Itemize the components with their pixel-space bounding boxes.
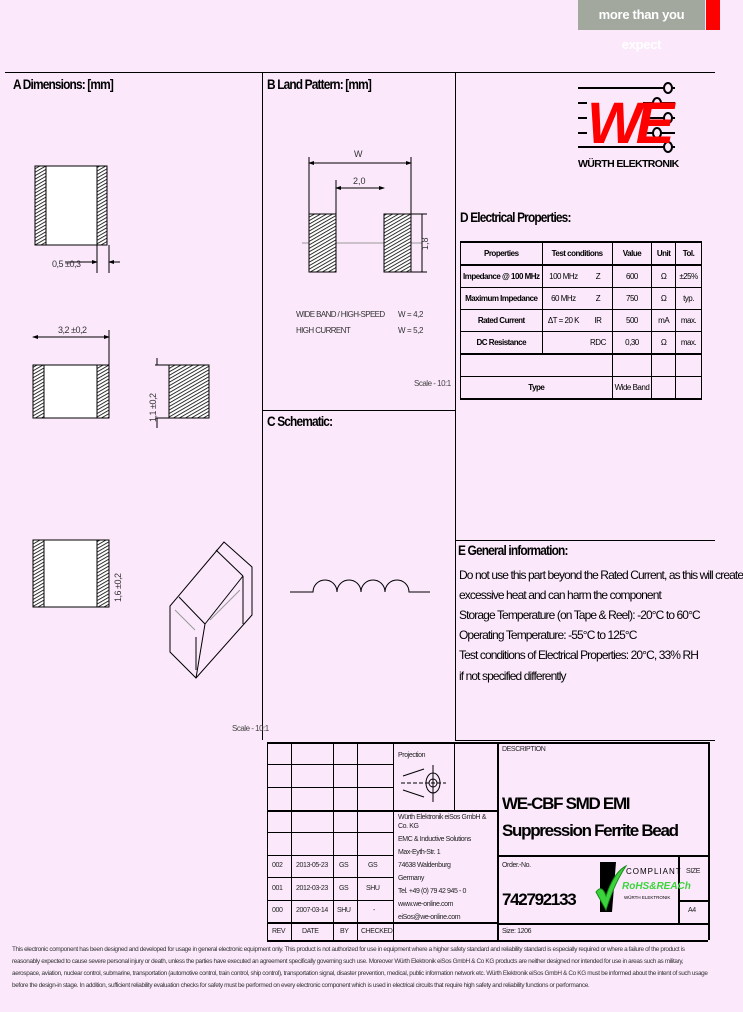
cell-value: 500 <box>612 310 652 332</box>
rohs-line1: COMPLIANT <box>626 867 682 876</box>
cell-tol: max. <box>676 310 702 332</box>
cell-value: 750 <box>612 288 652 310</box>
company-address <box>398 813 495 922</box>
header-unit: Unit <box>652 242 676 265</box>
general-info-line: if not specified differently <box>459 669 566 683</box>
variant-name: HIGH CURRENT <box>296 326 351 335</box>
divider-b <box>455 72 456 740</box>
cell-unit: Ω <box>652 265 676 288</box>
rev-number: 000 <box>272 907 283 914</box>
cell-symbol: IR <box>584 310 612 332</box>
size-value: A4 <box>688 907 696 914</box>
tagline-banner: more than you expect <box>578 0 705 30</box>
header-properties: Properties <box>461 242 543 265</box>
logo-we: WE <box>587 91 669 156</box>
company-line: Tel. +49 (0) 79 42 945 - 0 <box>398 888 467 895</box>
rohs-compliant-logo <box>592 862 691 914</box>
rev-checked: SHU <box>366 885 380 892</box>
projection-symbol-icon <box>398 762 448 804</box>
header-conditions: Test conditions <box>542 242 612 265</box>
inductor-symbol <box>285 560 435 600</box>
cell-property: Impedance @ 100 MHz <box>461 265 543 288</box>
header-tol: Tol. <box>676 242 702 265</box>
cell-tol: max. <box>676 332 702 355</box>
by-header: BY <box>340 928 349 935</box>
table-row <box>461 288 702 310</box>
rev-by: GS <box>339 885 349 892</box>
cell-unit: mA <box>652 310 676 332</box>
rev-date: 2013-05-23 <box>296 862 328 869</box>
company-line: Würth Elektronik eiSos GmbH & Co. KG <box>398 814 486 830</box>
cell-type-label: Type <box>461 377 613 400</box>
dimensions-drawing <box>0 140 269 740</box>
header-value: Value <box>612 242 652 265</box>
electrical-properties-table <box>460 241 702 400</box>
divider-bc <box>262 410 455 411</box>
land-pattern-drawing <box>262 140 455 400</box>
dim-terminal: 0,5 ±0,3 <box>52 259 81 269</box>
rohs-line3: WÜRTH ELEKTRONIK <box>624 895 671 900</box>
cell-property: Maximum Impedance <box>461 288 543 310</box>
cell-condition: 60 MHz <box>542 288 584 310</box>
rev-number: 002 <box>272 862 283 869</box>
cell-value: 0,30 <box>612 332 652 355</box>
cell-property: DC Resistance <box>461 332 543 355</box>
variant-value: W = 4,2 <box>398 310 423 319</box>
rev-date: 2007-03-14 <box>296 907 328 914</box>
general-info-line: Operating Temperature: -55°C to 125°C <box>459 628 637 642</box>
variant-name: WIDE BAND / HIGH-SPEED <box>296 310 385 319</box>
disclaimer: This electronic component has been designed and developed for usage in general electronic equipment only. This product is not authorized for use in equipment where a higher safety standard and reliability standard is especially required or where a failure of the product is reasonably expected to cause severe personal injury or death, unless the parties have executed an agreement specifically governing such use. Moreover Würth Elektronik eiSos GmbH & Co KG products are neither designed nor intended for use in areas such as military, aerospace, aviation, nuclear control, submarine, transportation (automotive control, train control, ship control), transportation signal, disaster prevention, medical, public information network etc. Würth Elektronik eiSos GmbH & Co KG must be informed about the intent of such usage before the design-in stage. In addition, sufficient reliability evaluation checks for safety must be performed on every electronic component which is used in electrical circuits that require high safety and reliability functions or performance. <box>12 946 708 989</box>
description-label: DESCRIPTION <box>502 746 546 753</box>
cell-property: Rated Current <box>461 310 543 332</box>
cell-symbol: Z <box>584 265 612 288</box>
rohs-line2: RoHS&REACh <box>622 881 691 892</box>
rev-date: 2012-03-23 <box>296 885 328 892</box>
cell-condition: 100 MHz <box>542 265 584 288</box>
section-e-title: E General information: <box>458 542 568 558</box>
dim-height: 1,1 ±0,2 <box>148 393 158 422</box>
table-row-empty <box>461 354 702 377</box>
case-size: Size: 1206 <box>502 928 532 935</box>
land-gap: 2,0 <box>353 176 366 186</box>
cell-value: 600 <box>612 265 652 288</box>
table-row <box>461 265 702 288</box>
table-row-type <box>461 377 702 400</box>
cell-tol: typ. <box>676 288 702 310</box>
size-label: SIZE <box>686 868 700 875</box>
product-title: WE-CBF SMD EMI Suppression Ferrite Bead <box>502 794 678 840</box>
rev-checked: GS <box>368 862 378 869</box>
general-info-line: Storage Temperature (on Tape & Reel): -20°C to 60°C <box>459 608 700 622</box>
website-link[interactable]: www.we-online.com <box>398 901 454 908</box>
cell-symbol: RDC <box>584 332 612 355</box>
rev-by: SHU <box>337 907 351 914</box>
section-a-title: A Dimensions: [mm] <box>13 76 113 92</box>
cell-tol: ±25% <box>676 265 702 288</box>
cell-condition <box>542 332 584 355</box>
dim-width: 1,6 ±0,2 <box>113 573 123 602</box>
rev-header: REV <box>272 928 286 935</box>
frame-top <box>5 72 715 73</box>
section-b-title: B Land Pattern: [mm] <box>267 76 371 92</box>
rev-by: GS <box>339 862 349 869</box>
rev-number: 001 <box>272 885 283 892</box>
dim-length: 3,2 ±0,2 <box>58 325 87 335</box>
divider-de <box>455 540 715 541</box>
projection-label: Projection <box>398 752 426 759</box>
table-row <box>461 332 702 355</box>
section-c-title: C Schematic: <box>267 413 333 429</box>
general-info-line: excessive heat and can harm the component <box>459 588 661 602</box>
rev-checked: - <box>373 907 375 914</box>
cell-unit: Ω <box>652 332 676 355</box>
logo-company: WÜRTH ELEKTRONIK <box>578 158 679 170</box>
accent-block <box>706 0 720 30</box>
company-line: EMC & Inductive Solutions <box>398 836 471 843</box>
land-w-label: W <box>354 149 363 159</box>
checked-header: CHECKED <box>361 928 393 935</box>
date-header: DATE <box>302 928 319 935</box>
scale-b: Scale - 10:1 <box>414 379 451 388</box>
divider-bottom <box>455 740 715 741</box>
company-line: Germany <box>398 875 424 882</box>
general-info-line: Do not use this part beyond the Rated Current, as this will create <box>459 568 743 582</box>
cell-type-value: Wide Band <box>612 377 652 400</box>
email-link[interactable]: eiSos@we-online.com <box>398 914 461 921</box>
table-row <box>461 310 702 332</box>
land-pad-height: 1,8 <box>420 237 430 250</box>
scale-a: Scale - 10:1 <box>232 724 269 733</box>
company-line: Max-Eyth-Str. 1 <box>398 849 441 856</box>
section-d-title: D Electrical Properties: <box>460 209 571 225</box>
cell-condition: ΔT = 20 K <box>542 310 584 332</box>
order-number: 742792133 <box>502 890 576 909</box>
company-line: 74638 Waldenburg <box>398 862 451 869</box>
cell-symbol: Z <box>584 288 612 310</box>
variant-value: W = 5,2 <box>398 326 423 335</box>
wurth-logo <box>575 80 685 175</box>
general-info-line: Test conditions of Electrical Properties: 20°C, 33% RH <box>459 648 698 662</box>
order-label: Order.-No. <box>502 862 531 869</box>
cell-unit: Ω <box>652 288 676 310</box>
